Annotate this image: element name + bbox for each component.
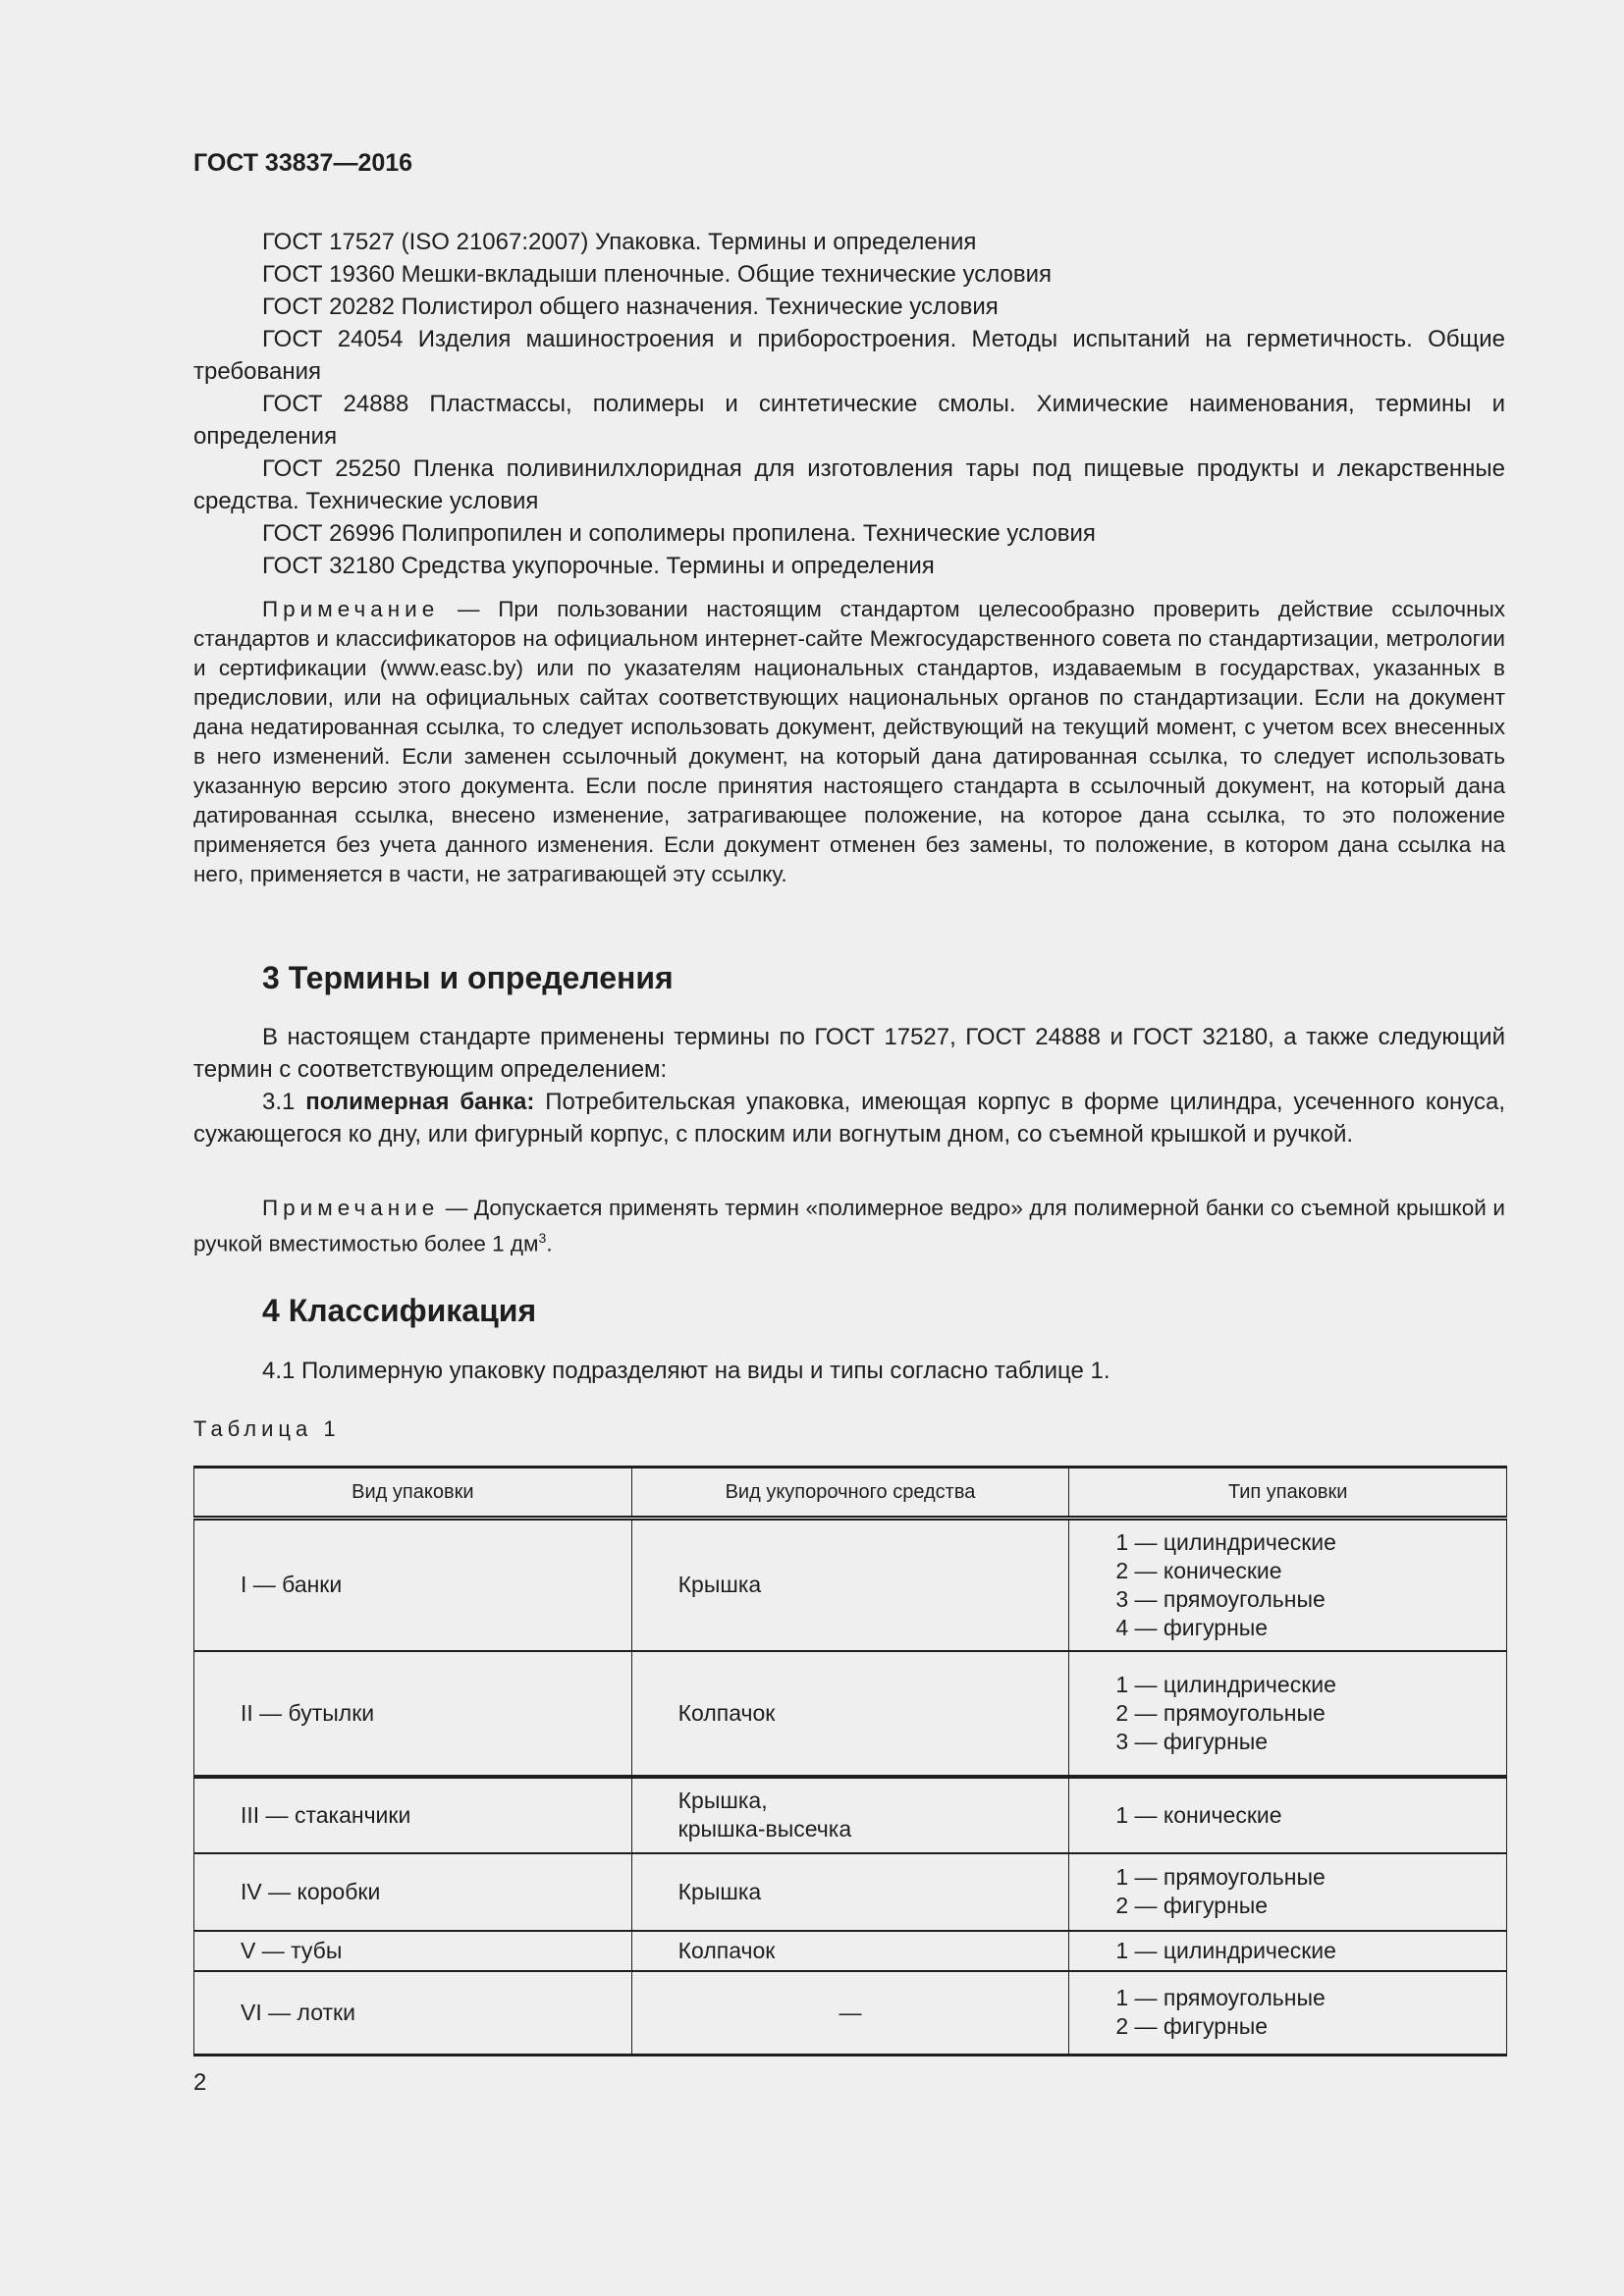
cell-package-type: [1069, 1651, 1507, 1777]
term-name: полимерная банка:: [305, 1089, 535, 1115]
section-3-intro: В настоящем стандарте применены термины по ГОСТ 17527, ГОСТ 24888 и ГОСТ 32180, а также следующий термин с соответствующим определением:: [193, 1024, 1505, 1083]
cell-closure: [631, 1519, 1069, 1651]
table-header: Тип упаковки: [1069, 1468, 1507, 1519]
note-end: .: [546, 1231, 553, 1256]
cell-package-type-line: 4 — фигурные: [1115, 1614, 1269, 1640]
table-row: [194, 1931, 1507, 1971]
cell-closure-line: Крышка: [677, 1572, 762, 1598]
cell-package-type-line: 1 — прямоугольные: [1115, 1864, 1326, 1890]
page-number: 2: [193, 2069, 207, 2096]
reference-item: ГОСТ 17527 (ISO 21067:2007) Упаковка. Термины и определения: [262, 229, 977, 255]
section-4-heading: 4 Классификация: [262, 1293, 537, 1328]
note-text: — Допускается применять термин «полимерное ведро» для полимерной банки со съемной крышкой и ручкой вместимостью более 1 дм: [193, 1196, 1505, 1256]
document-header: ГОСТ 33837—2016: [193, 149, 413, 177]
cell-package-type: [1069, 1971, 1507, 2056]
note-label: Примечание: [262, 1196, 440, 1220]
cell-package-kind: III — стаканчики: [194, 1777, 632, 1853]
cell-closure: [631, 1971, 1069, 2056]
reference-item: ГОСТ 25250 Пленка поливинилхлоридная для изготовления тары под пищевые продукты и лекарственные средства. Технические условия: [193, 455, 1505, 514]
section-3-heading: 3 Термины и определения: [262, 960, 674, 995]
cell-closure-line: Крышка: [677, 1878, 762, 1904]
table-row: [194, 1777, 1507, 1853]
section-4-para: 4.1 Полимерную упаковку подразделяют на виды и типы согласно таблице 1.: [262, 1358, 1110, 1384]
cell-package-type-line: 3 — прямоугольные: [1115, 1585, 1326, 1612]
cell-closure: [631, 1777, 1069, 1853]
cell-package-type-line: 1 — цилиндрические: [1115, 1937, 1336, 1963]
cell-closure-line: крышка-высечка: [677, 1816, 852, 1842]
cell-closure-line: —: [839, 1999, 862, 2025]
note-superscript: 3: [538, 1230, 547, 1246]
section-3-body: [193, 1021, 1505, 1150]
cell-package-type-line: 1 — прямоугольные: [1115, 1985, 1326, 2011]
term-definition: [193, 1086, 1505, 1150]
cell-closure-line: Колпачок: [677, 1699, 776, 1726]
cell-package-kind: II — бутылки: [194, 1651, 632, 1777]
classification-table: [193, 1466, 1507, 2056]
cell-package-type-line: 1 — цилиндрические: [1115, 1671, 1336, 1697]
cell-package-kind: V — тубы: [194, 1931, 632, 1971]
reference-item: ГОСТ 20282 Полистирол общего назначения. Технические условия: [262, 294, 999, 320]
cell-package-type-line: 1 — конические: [1115, 1801, 1282, 1828]
table-caption: Таблица 1: [193, 1416, 341, 1441]
cell-closure: [631, 1931, 1069, 1971]
cell-closure: [631, 1651, 1069, 1777]
normative-references: [193, 226, 1505, 582]
reference-item: ГОСТ 24054 Изделия машиностроения и приборостроения. Методы испытаний на герметичность. Общие требования: [193, 326, 1505, 385]
term-number: 3.1: [262, 1089, 306, 1115]
reference-item: ГОСТ 26996 Полипропилен и сополимеры пропилена. Технические условия: [262, 520, 1096, 547]
cell-package-type-line: 2 — прямоугольные: [1115, 1699, 1326, 1726]
note-label: Примечание: [262, 597, 440, 621]
cell-package-type-line: 2 — фигурные: [1115, 1893, 1269, 1918]
cell-package-type: [1069, 1931, 1507, 1971]
reference-item: ГОСТ 32180 Средства укупорочные. Термины и определения: [262, 553, 935, 579]
table-row: [194, 1853, 1507, 1931]
cell-package-kind: IV — коробки: [194, 1853, 632, 1931]
note-references: [193, 595, 1505, 889]
cell-package-type-line: 2 — фигурные: [1115, 2013, 1269, 2040]
term-text: Потребительская упаковка, имеющая корпус в форме цилиндра, усеченного конуса, сужающегося ко дну, или фигурный корпус, с плоским или вогнутым дном, со съемной крышкой и ручкой.: [193, 1089, 1506, 1148]
cell-package-type: [1069, 1853, 1507, 1931]
cell-package-kind: VI — лотки: [194, 1971, 632, 2056]
table-row: [194, 1971, 1507, 2056]
cell-package-kind: I — банки: [194, 1519, 632, 1651]
cell-closure-line: Колпачок: [677, 1937, 776, 1963]
cell-package-type-line: 2 — конические: [1115, 1557, 1282, 1583]
table-header: Вид упаковки: [194, 1468, 632, 1519]
note-term: [193, 1194, 1505, 1259]
cell-package-type: [1069, 1519, 1507, 1651]
cell-package-type-line: 3 — фигурные: [1115, 1728, 1269, 1754]
cell-package-type-line: 1 — цилиндрические: [1115, 1528, 1336, 1555]
reference-item: ГОСТ 24888 Пластмассы, полимеры и синтетические смолы. Химические наименования, термины и определения: [193, 391, 1505, 450]
cell-closure: [631, 1853, 1069, 1931]
reference-item: ГОСТ 19360 Мешки-вкладыши пленочные. Общие технические условия: [262, 261, 1052, 288]
table-row: [194, 1519, 1507, 1651]
cell-closure-line: Крышка,: [677, 1788, 768, 1813]
cell-package-type: [1069, 1777, 1507, 1853]
table-header: Вид укупорочного средства: [631, 1468, 1069, 1519]
note-text: — При пользовании настоящим стандартом целесообразно проверить действие ссылочных стандартов и классификаторов на официальном интернет-сайте Межгосударственного совета по стандартизации, метрологии и сертификации (www.easc.by) или по указателям национальных стандартов, издаваемым в государствах, указанных в предисловии, или на официальных сайтах соответствующих национальных органов по стандартизации. Если на документ дана недатированная ссылка, то следует использовать документ, действующий на текущий момент, с учетом всех внесенных в него изменений. Если заменен ссылочный документ, на который дана датированная ссылка, то следует использовать указанную версию этого документа. Если после принятия настоящего стандарта в ссылочный документ, на который дана датированная ссылка, внесено изменение, затрагивающее положение, на которое дана ссылка, то это положение применяется без учета данного изменения. Если документ отменен без замены, то положение, в котором дана ссылка на него, применяется в части, не затрагивающей эту ссылку.: [193, 597, 1505, 886]
table-row: [194, 1651, 1507, 1777]
